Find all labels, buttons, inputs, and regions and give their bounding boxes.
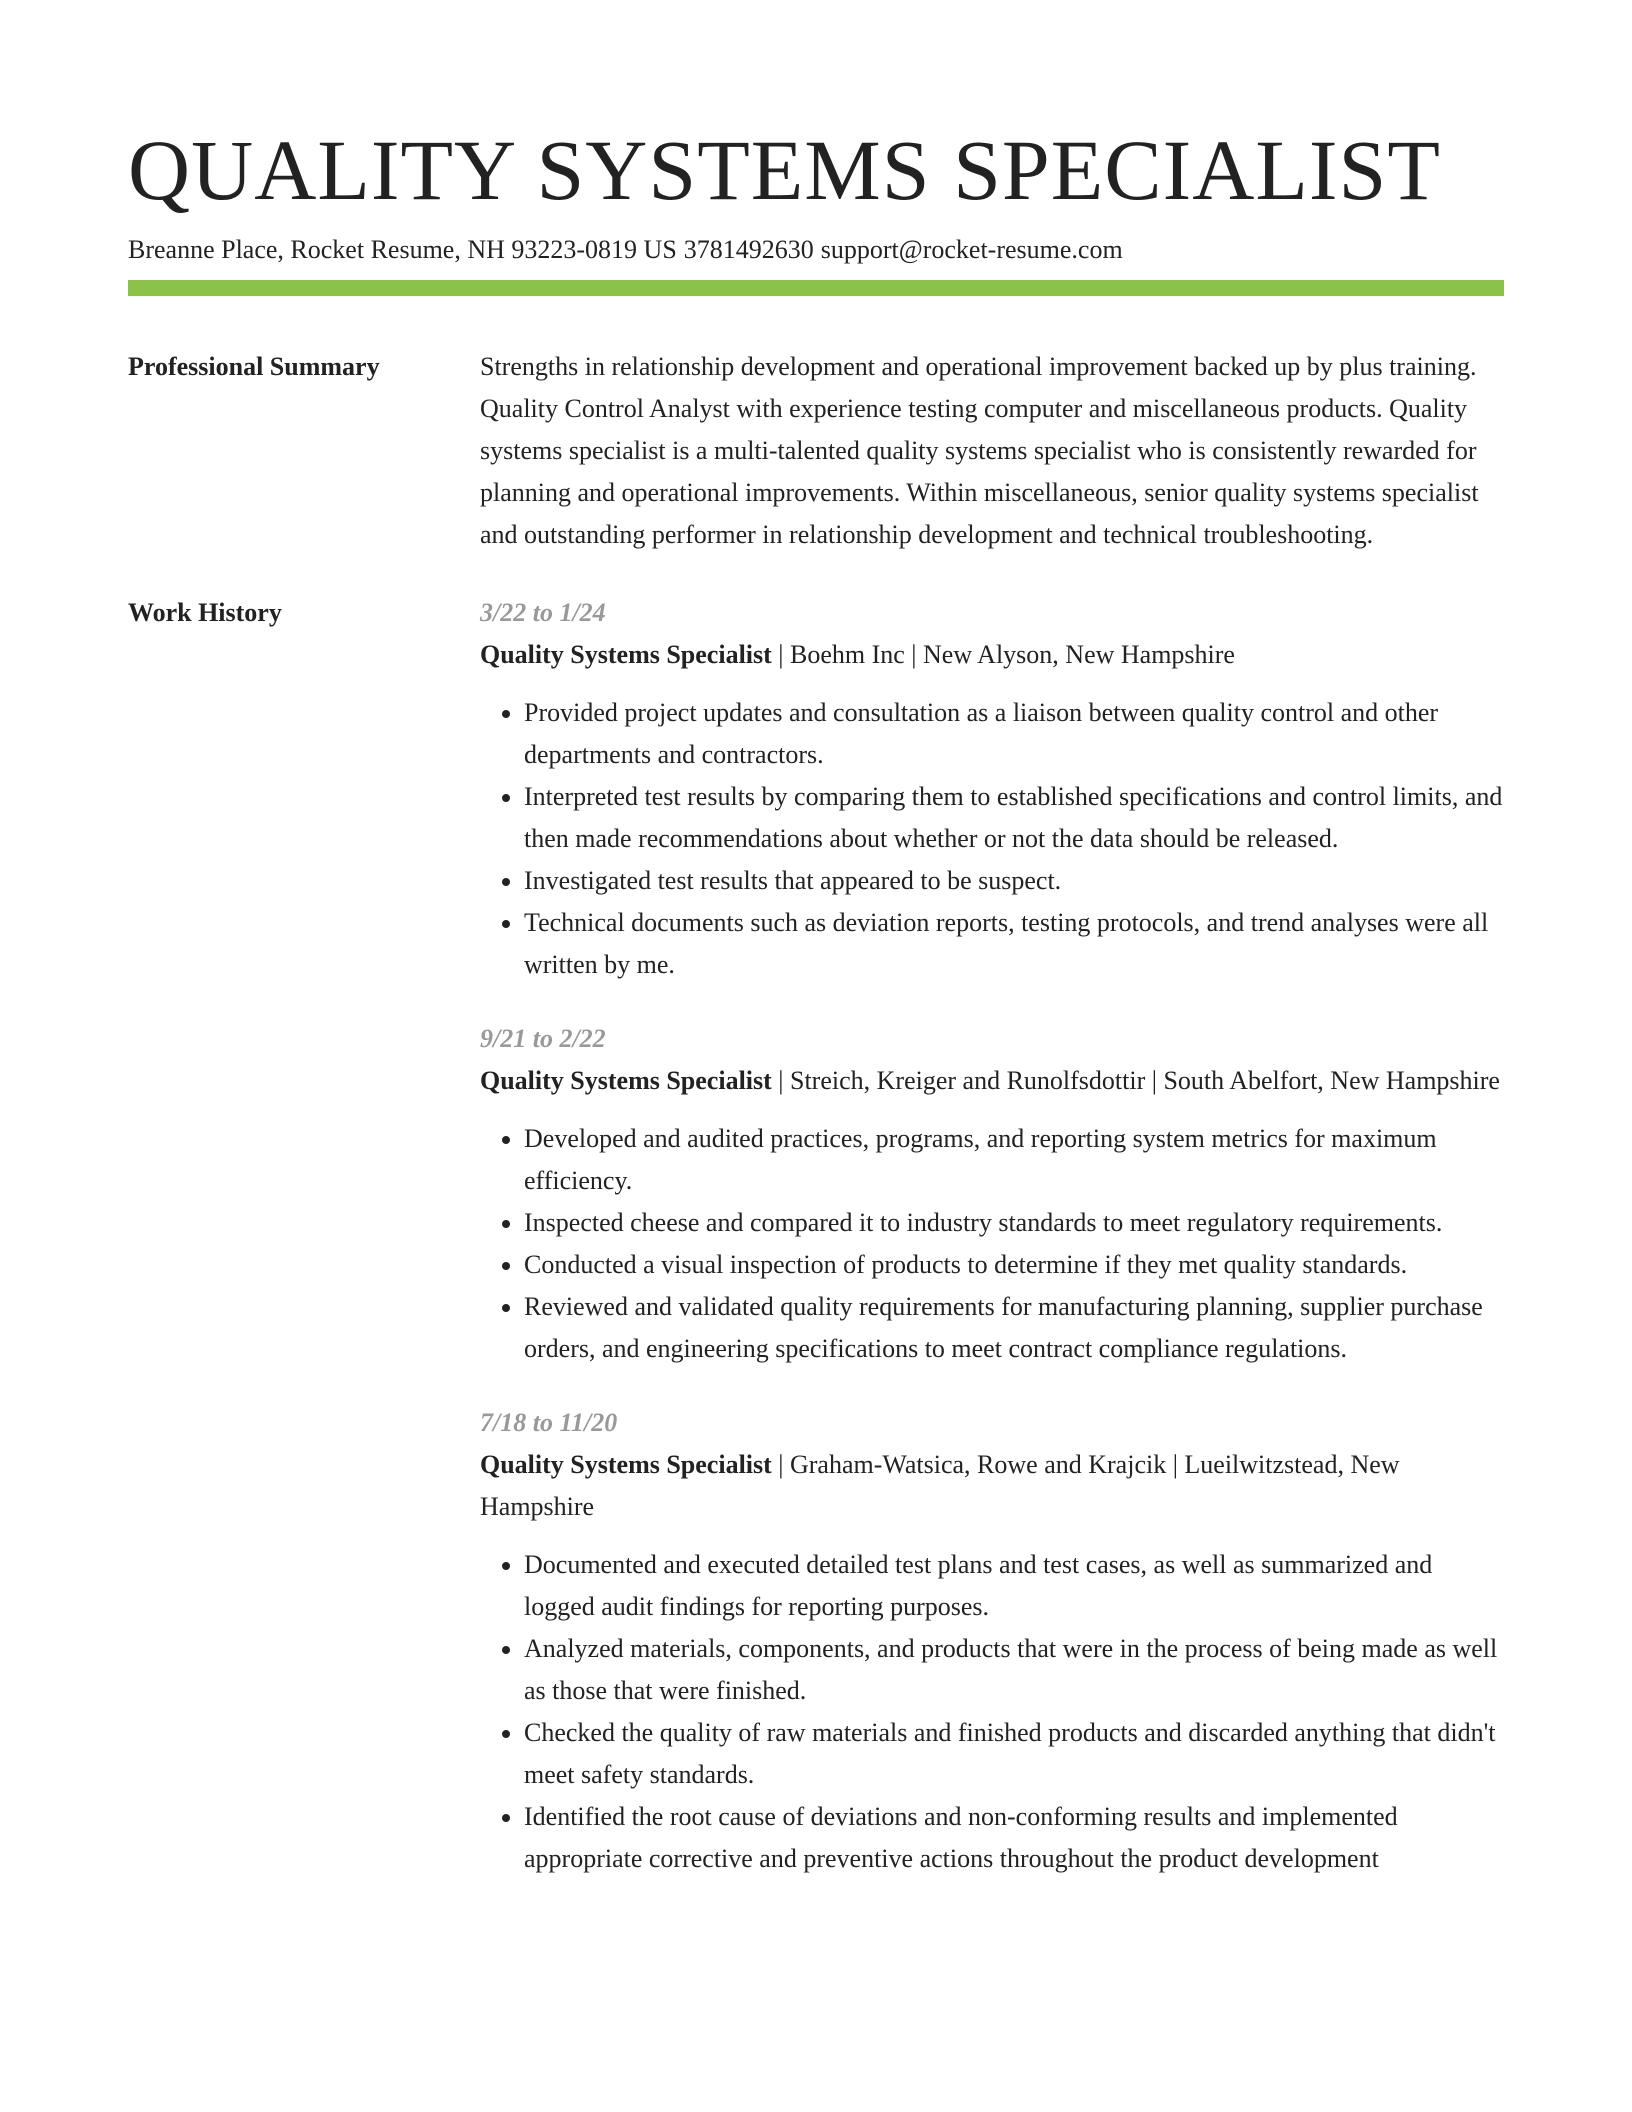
- resume-title: QUALITY SYSTEMS SPECIALIST: [128, 122, 1441, 218]
- summary-body: [480, 346, 1504, 556]
- contact-address: Breanne Place, Rocket Resume, NH 93223-0819 US: [128, 235, 677, 264]
- job-entry: [480, 1018, 1504, 1370]
- job-bullet: • Developed and audited practices, programs, and reporting system metrics for maximum efficiency.: [524, 1118, 1504, 1202]
- job-bullet: • Inspected cheese and compared it to industry standards to meet regulatory requirements.: [524, 1202, 1504, 1244]
- job-bullet-list: [480, 1118, 1504, 1370]
- work-history-label: Work History: [128, 598, 282, 627]
- job-details: | Boehm Inc | New Alyson, New Hampshire: [771, 640, 1235, 669]
- job-dates: 7/18 to 11/20: [480, 1408, 618, 1437]
- job-heading: [480, 1060, 1504, 1102]
- job-details: | Streich, Kreiger and Runolfsdottir | South Abelfort, New Hampshire: [771, 1066, 1500, 1095]
- header-divider: [128, 280, 1504, 296]
- contact-phone: 3781492630: [683, 235, 814, 264]
- job-bullet: • Documented and executed detailed test plans and test cases, as well as summarized and logged audit findings for reporting purposes.: [524, 1544, 1504, 1628]
- job-heading: [480, 1444, 1504, 1528]
- contact-line: [128, 232, 1504, 268]
- job-title: Quality Systems Specialist: [480, 640, 772, 669]
- job-bullet: • Analyzed materials, components, and products that were in the process of being made as well as those that were finished.: [524, 1628, 1504, 1712]
- summary-text: Strengths in relationship development and operational improvement backed up by plus training. Quality Control Analyst with experience testing computer and miscellaneous products. Quality systems specialist is a multi-talented quality systems specialist who is consistently rewarded for planning and operational improvements. Within miscellaneous, senior quality systems specialist and outstanding performer in relationship development and technical troubleshooting.: [480, 352, 1479, 549]
- job-bullet-list: [480, 1544, 1504, 1880]
- job-dates: 9/21 to 2/22: [480, 1024, 606, 1053]
- job-details: | Graham-Watsica, Rowe and Krajcik | Lueilwitzstead, New Hampshire: [480, 1450, 1400, 1521]
- job-bullet-list: [480, 692, 1504, 986]
- work-history-section: [128, 592, 1504, 1912]
- job-heading: [480, 634, 1504, 676]
- job-title: Quality Systems Specialist: [480, 1066, 772, 1095]
- job-bullet: • Interpreted test results by comparing them to established specifications and control limits, and then made recommendations about whether or not the data should be released.: [524, 776, 1504, 860]
- job-entry: [480, 1402, 1504, 1880]
- job-bullet: • Checked the quality of raw materials and finished products and discarded anything that didn't meet safety standards.: [524, 1712, 1504, 1796]
- work-history-body: [480, 592, 1504, 1912]
- job-bullet: • Reviewed and validated quality requirements for manufacturing planning, supplier purchase orders, and engineering specifications to meet contract compliance regulations.: [524, 1286, 1504, 1370]
- job-entry: [480, 592, 1504, 986]
- job-bullet: • Identified the root cause of deviations and non-conforming results and implemented appropriate corrective and preventive actions throughout the product development: [524, 1796, 1504, 1880]
- resume-page: [128, 118, 1504, 1912]
- summary-section: [128, 346, 1504, 556]
- contact-email: support@rocket-resume.com: [820, 235, 1123, 264]
- summary-label: Professional Summary: [128, 352, 380, 381]
- job-bullet: • Technical documents such as deviation reports, testing protocols, and trend analyses were all written by me.: [524, 902, 1504, 986]
- job-dates: 3/22 to 1/24: [480, 598, 606, 627]
- job-bullet: • Conducted a visual inspection of products to determine if they met quality standards.: [524, 1244, 1504, 1286]
- job-title: Quality Systems Specialist: [480, 1450, 772, 1479]
- job-bullet: • Provided project updates and consultation as a liaison between quality control and other departments and contractors.: [524, 692, 1504, 776]
- job-bullet: • Investigated test results that appeared to be suspect.: [524, 860, 1504, 902]
